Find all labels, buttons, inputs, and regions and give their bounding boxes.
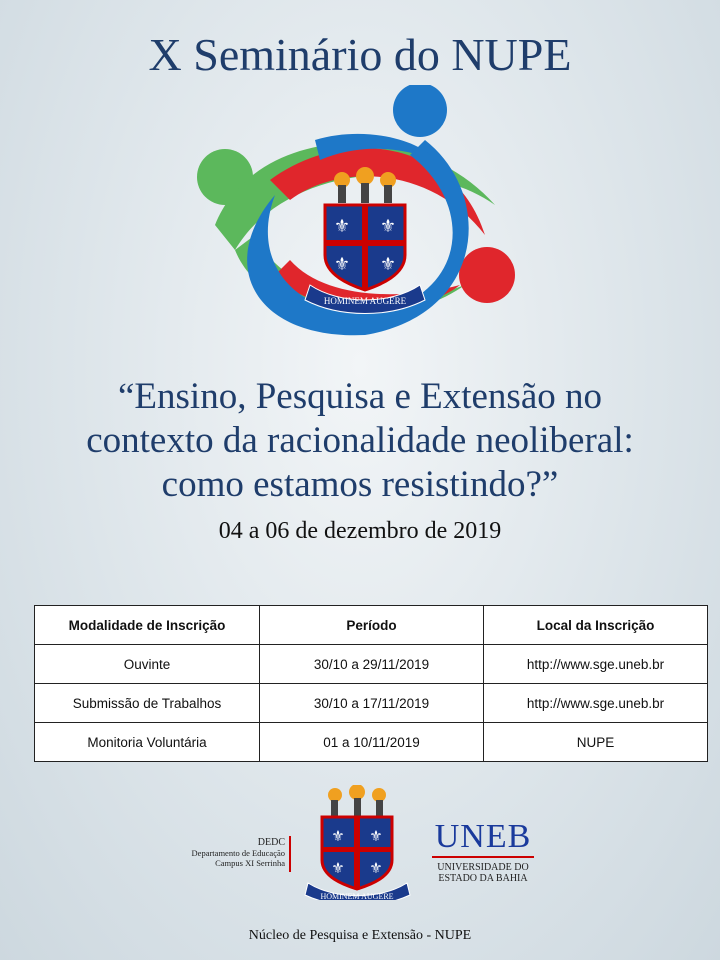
table-row — [35, 684, 708, 723]
blue-figure-head — [393, 85, 447, 137]
header-local: Local da Inscrição — [484, 606, 708, 645]
svg-text:HOMINEM AUGERE: HOMINEM AUGERE — [323, 296, 407, 306]
red-figure-head — [459, 247, 515, 303]
nupe-logo — [195, 85, 525, 340]
dedc-divider — [289, 836, 291, 872]
uneb-logo-text: UNEB — [434, 818, 532, 855]
cell-modalidade: Ouvinte — [35, 645, 260, 684]
seminar-theme — [20, 375, 700, 507]
dedc-campus: Campus XI Serrinha — [215, 858, 285, 868]
cell-periodo: 30/10 a 29/11/2019 — [260, 645, 484, 684]
footer-text: Núcleo de Pesquisa e Extensão - NUPE — [248, 928, 472, 943]
dedc-acronym: DEDC — [257, 837, 285, 848]
cell-local[interactable]: http://www.sge.uneb.br — [484, 684, 708, 723]
header-modalidade: Modalidade de Inscrição — [35, 606, 260, 645]
uneb-sub-line-1: UNIVERSIDADE DO — [437, 862, 529, 873]
svg-text:⚜: ⚜ — [331, 859, 345, 877]
svg-text:⚜: ⚜ — [333, 254, 351, 275]
theme-line-2: contexto da racionalidade neoliberal: — [86, 420, 634, 461]
svg-text:⚜: ⚜ — [369, 827, 383, 845]
uneb-crest-small — [300, 785, 415, 900]
uneb-crest — [305, 167, 425, 314]
cell-periodo: 01 a 10/11/2019 — [260, 723, 484, 762]
theme-line-3: como estamos resistindo?” — [161, 464, 559, 505]
cell-modalidade: Submissão de Trabalhos — [35, 684, 260, 723]
cell-modalidade: Monitoria Voluntária — [35, 723, 260, 762]
page-title: X Seminário do NUPE — [148, 29, 572, 80]
event-dates: 04 a 06 de dezembro de 2019 — [218, 518, 502, 544]
svg-text:⚜: ⚜ — [333, 216, 351, 237]
table-header-row — [35, 606, 708, 645]
uneb-subtitle — [428, 862, 538, 884]
svg-text:⚜: ⚜ — [331, 827, 345, 845]
cell-local[interactable]: http://www.sge.uneb.br — [484, 645, 708, 684]
uneb-sub-line-2: ESTADO DA BAHIA — [438, 873, 528, 884]
table-row — [35, 723, 708, 762]
cell-periodo: 30/10 a 17/11/2019 — [260, 684, 484, 723]
cell-local: NUPE — [484, 723, 708, 762]
svg-text:HOMINEM AUGERE: HOMINEM AUGERE — [320, 892, 394, 900]
table-row — [35, 645, 708, 684]
dedc-label — [150, 838, 285, 868]
svg-text:⚜: ⚜ — [379, 216, 397, 237]
registration-table — [34, 605, 708, 762]
header-periodo: Período — [260, 606, 484, 645]
uneb-divider — [432, 856, 534, 858]
theme-line-1: “Ensino, Pesquisa e Extensão no — [118, 376, 602, 417]
dedc-department: Departamento de Educação — [191, 848, 285, 858]
svg-text:⚜: ⚜ — [379, 254, 397, 275]
svg-text:⚜: ⚜ — [369, 859, 383, 877]
